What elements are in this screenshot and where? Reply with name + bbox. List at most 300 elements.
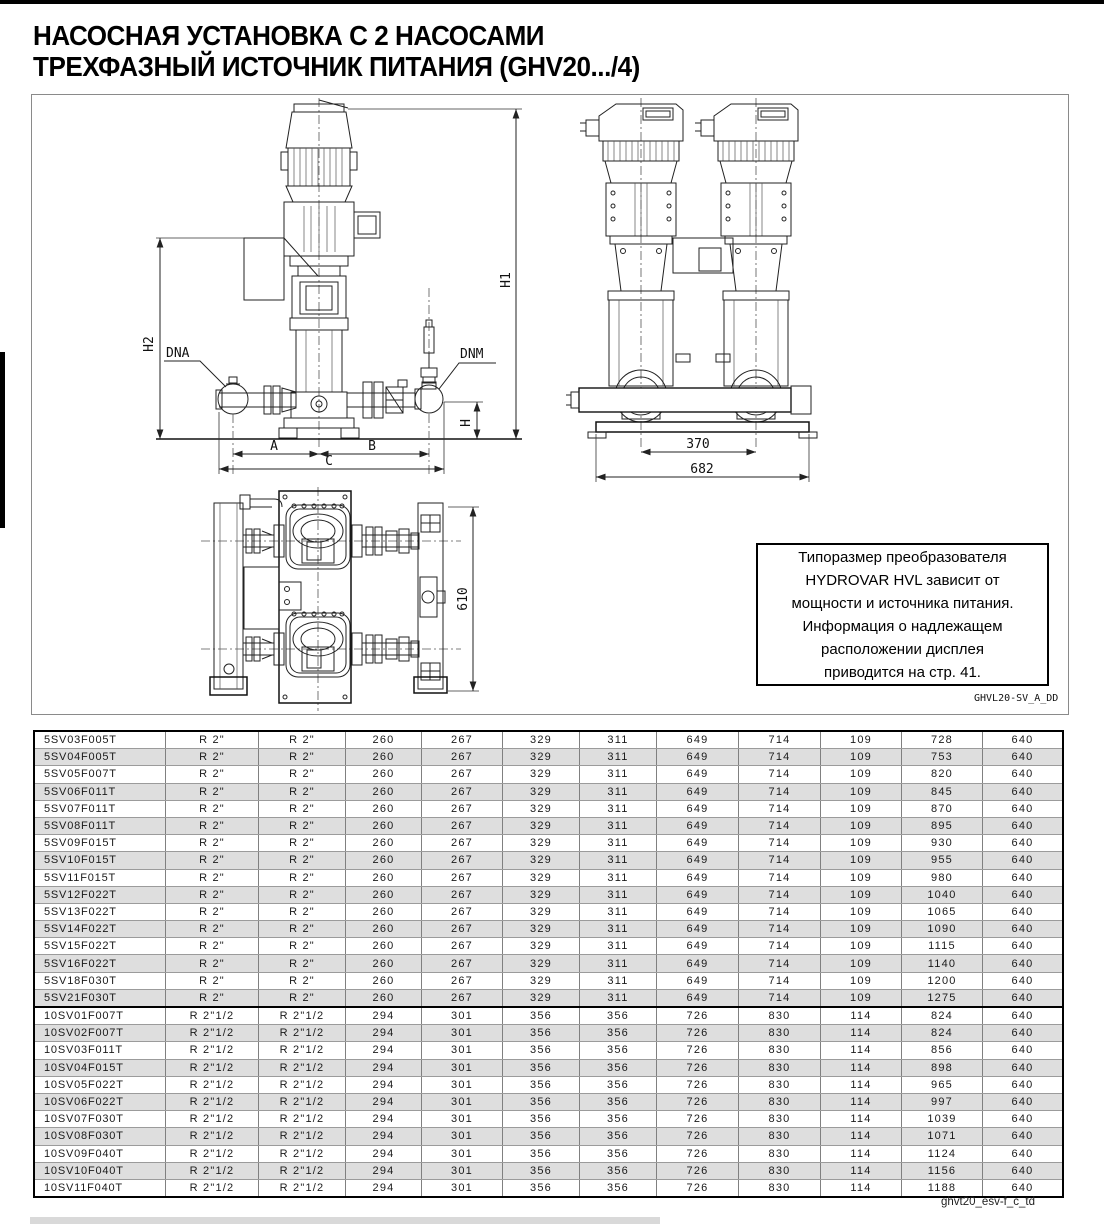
table-cell: 267 <box>422 938 503 954</box>
table-cell: R 2" <box>166 784 259 800</box>
table-cell: 329 <box>503 801 580 817</box>
table-cell: R 2"1/2 <box>166 1180 259 1196</box>
table-cell: R 2" <box>166 852 259 868</box>
table-cell: 1275 <box>902 990 983 1006</box>
table-cell: 311 <box>580 973 657 989</box>
table-cell: 267 <box>422 870 503 886</box>
table-cell: 301 <box>422 1094 503 1110</box>
table-row <box>35 1128 1062 1145</box>
table-cell: 714 <box>739 870 821 886</box>
table-cell: R 2"1/2 <box>259 1094 346 1110</box>
table-cell: 640 <box>1011 1147 1034 1160</box>
table-cell: 714 <box>739 904 821 920</box>
table-row <box>35 801 1062 818</box>
dim-label-h1: H1 <box>499 272 514 288</box>
dim-label-a: A <box>270 439 278 454</box>
table-cell: 109 <box>821 732 902 748</box>
table-cell: 5SV11F015T <box>35 870 166 886</box>
table-cell: 301 <box>422 1146 503 1162</box>
table-cell: 356 <box>580 1042 657 1058</box>
table-cell: 714 <box>739 887 821 903</box>
table-cell: 114 <box>821 1111 902 1127</box>
table-cell: 726 <box>657 1077 739 1093</box>
table-cell: 640 <box>1011 785 1034 798</box>
table-row <box>35 1146 1062 1163</box>
table-cell: 10SV03F011T <box>35 1042 166 1058</box>
table-cell: 329 <box>503 904 580 920</box>
table-row <box>35 852 1062 869</box>
table-cell: 649 <box>657 938 739 954</box>
table-cell: 301 <box>422 1077 503 1093</box>
table-cell: 260 <box>346 904 422 920</box>
table-cell: R 2" <box>166 955 259 971</box>
table-cell: 114 <box>821 1042 902 1058</box>
table-cell: 640 <box>1011 905 1034 918</box>
table-cell: 311 <box>580 904 657 920</box>
table-row <box>35 955 1062 972</box>
table-cell: R 2"1/2 <box>259 1128 346 1144</box>
table-cell: 311 <box>580 887 657 903</box>
table-cell: R 2" <box>259 784 346 800</box>
table-cell: 260 <box>346 921 422 937</box>
table-cell: R 2"1/2 <box>259 1077 346 1093</box>
next-section-cutoff-bar <box>30 1217 660 1224</box>
table-cell: 726 <box>657 1094 739 1110</box>
table-cell: 726 <box>657 1042 739 1058</box>
table-cell: 294 <box>346 1146 422 1162</box>
table-cell: R 2" <box>166 990 259 1006</box>
table-cell: 294 <box>346 1077 422 1093</box>
table-cell: 753 <box>902 749 983 765</box>
table-cell: 114 <box>821 1163 902 1179</box>
table-cell: R 2" <box>166 835 259 851</box>
table-cell: 726 <box>657 1008 739 1024</box>
table-cell: R 2"1/2 <box>166 1008 259 1024</box>
table-cell: 5SV21F030T <box>35 990 166 1006</box>
table-cell: 114 <box>821 1008 902 1024</box>
table-cell: 640 <box>1011 1078 1034 1091</box>
table-cell: 329 <box>503 870 580 886</box>
table-cell: 5SV18F030T <box>35 973 166 989</box>
table-cell: 1156 <box>902 1163 983 1179</box>
table-row <box>35 818 1062 835</box>
table-cell: R 2" <box>259 904 346 920</box>
table-row <box>35 784 1062 801</box>
table-cell: 329 <box>503 921 580 937</box>
table-cell: 1090 <box>902 921 983 937</box>
table-cell: 640 <box>1011 751 1034 764</box>
table-cell: 356 <box>503 1146 580 1162</box>
table-cell: 830 <box>739 1094 821 1110</box>
page-title-line1: НАСОСНАЯ УСТАНОВКА С 2 НАСОСАМИ <box>33 20 545 51</box>
table-cell: R 2" <box>259 852 346 868</box>
table-cell: 728 <box>902 732 983 748</box>
table-cell: 267 <box>422 835 503 851</box>
table-cell: 267 <box>422 784 503 800</box>
table-cell: 311 <box>580 835 657 851</box>
table-cell: R 2" <box>166 766 259 782</box>
table-cell: R 2"1/2 <box>166 1060 259 1076</box>
table-cell: 356 <box>580 1008 657 1024</box>
table-cell: 294 <box>346 1042 422 1058</box>
table-cell: 898 <box>902 1060 983 1076</box>
table-cell: R 2"1/2 <box>259 1008 346 1024</box>
table-cell: 109 <box>821 835 902 851</box>
table-cell: 301 <box>422 1025 503 1041</box>
table-cell: 311 <box>580 784 657 800</box>
table-cell: 114 <box>821 1094 902 1110</box>
table-cell: R 2" <box>259 973 346 989</box>
table-row <box>35 749 1062 766</box>
table-cell: 109 <box>821 749 902 765</box>
dim-label-c: C <box>325 454 333 469</box>
table-cell: 640 <box>1011 940 1034 953</box>
table-cell: 260 <box>346 835 422 851</box>
table-cell: 301 <box>422 1060 503 1076</box>
table-cell: 356 <box>503 1008 580 1024</box>
table-cell: R 2"1/2 <box>259 1180 346 1196</box>
table-cell: 267 <box>422 852 503 868</box>
table-cell: 640 <box>1011 734 1034 747</box>
table-cell: 260 <box>346 818 422 834</box>
table-cell: 329 <box>503 835 580 851</box>
table-cell: 109 <box>821 784 902 800</box>
table-cell: 856 <box>902 1042 983 1058</box>
table-cell: 649 <box>657 852 739 868</box>
table-cell: R 2" <box>259 801 346 817</box>
table-row <box>35 887 1062 904</box>
table-cell: R 2" <box>166 818 259 834</box>
table-cell: 649 <box>657 870 739 886</box>
table-cell: R 2"1/2 <box>166 1077 259 1093</box>
table-cell: 640 <box>1011 871 1034 884</box>
table-cell: 109 <box>821 904 902 920</box>
table-cell: 109 <box>821 955 902 971</box>
table-cell: 649 <box>657 973 739 989</box>
table-cell: 5SV08F011T <box>35 818 166 834</box>
table-cell: 294 <box>346 1008 422 1024</box>
table-cell: R 2" <box>259 955 346 971</box>
table-cell: 311 <box>580 732 657 748</box>
table-cell: 356 <box>503 1042 580 1058</box>
table-cell: 649 <box>657 749 739 765</box>
table-cell: 260 <box>346 887 422 903</box>
table-cell: 109 <box>821 973 902 989</box>
table-cell: 5SV10F015T <box>35 852 166 868</box>
table-cell: 5SV15F022T <box>35 938 166 954</box>
table-cell: 311 <box>580 801 657 817</box>
table-cell: 329 <box>503 887 580 903</box>
table-cell: 845 <box>902 784 983 800</box>
table-cell: 640 <box>1011 802 1034 815</box>
table-cell: 294 <box>346 1060 422 1076</box>
table-cell: 649 <box>657 955 739 971</box>
table-cell: 329 <box>503 784 580 800</box>
table-cell: 649 <box>657 784 739 800</box>
table-cell: 649 <box>657 904 739 920</box>
table-cell: 356 <box>580 1077 657 1093</box>
table-cell: 301 <box>422 1163 503 1179</box>
table-cell: 640 <box>1011 1181 1034 1194</box>
table-row <box>35 732 1062 749</box>
table-cell: 714 <box>739 852 821 868</box>
table-cell: 10SV10F040T <box>35 1163 166 1179</box>
dim-label-b: B <box>368 439 376 454</box>
table-cell: 356 <box>580 1060 657 1076</box>
dim-label-h2: H2 <box>142 336 157 352</box>
table-cell: 329 <box>503 766 580 782</box>
table-cell: R 2" <box>259 870 346 886</box>
table-cell: 10SV04F015T <box>35 1060 166 1076</box>
table-cell: 714 <box>739 766 821 782</box>
table-cell: 640 <box>1011 768 1034 781</box>
table-row <box>35 870 1062 887</box>
note-line: мощности и источника питания. <box>791 594 1014 612</box>
table-cell: 640 <box>1011 974 1034 987</box>
drawing-frame <box>31 94 1069 715</box>
table-row <box>35 1060 1062 1077</box>
table-cell: 329 <box>503 973 580 989</box>
table-cell: 356 <box>503 1128 580 1144</box>
table-cell: 726 <box>657 1128 739 1144</box>
table-cell: 356 <box>503 1180 580 1196</box>
table-cell: R 2"1/2 <box>166 1025 259 1041</box>
table-cell: 301 <box>422 1128 503 1144</box>
table-cell: 649 <box>657 835 739 851</box>
table-cell: 5SV03F005T <box>35 732 166 748</box>
table-cell: 311 <box>580 749 657 765</box>
table-cell: 930 <box>902 835 983 851</box>
table-cell: 726 <box>657 1025 739 1041</box>
table-cell: 1065 <box>902 904 983 920</box>
table-cell: 109 <box>821 766 902 782</box>
note-line: расположении дисплея <box>821 640 984 658</box>
table-cell: 870 <box>902 801 983 817</box>
table-cell: 726 <box>657 1163 739 1179</box>
table-cell: 649 <box>657 818 739 834</box>
dim-label-dnm: DNM <box>460 347 484 362</box>
front-view-drawing <box>136 96 556 486</box>
table-cell: R 2" <box>259 835 346 851</box>
table-cell: 260 <box>346 955 422 971</box>
table-cell: R 2" <box>166 973 259 989</box>
side-view-drawing <box>566 96 886 486</box>
table-cell: 5SV05F007T <box>35 766 166 782</box>
table-cell: R 2" <box>259 990 346 1006</box>
table-cell: 356 <box>580 1163 657 1179</box>
table-cell: 260 <box>346 973 422 989</box>
table-cell: 267 <box>422 766 503 782</box>
table-cell: R 2" <box>166 921 259 937</box>
table-cell: 640 <box>1011 1044 1034 1057</box>
drawing-code: GHVL20-SV_A_DD <box>974 693 1059 704</box>
table-cell: 114 <box>821 1146 902 1162</box>
table-cell: 311 <box>580 870 657 886</box>
table-cell: 294 <box>346 1111 422 1127</box>
table-cell: 714 <box>739 818 821 834</box>
table-cell: R 2"1/2 <box>166 1128 259 1144</box>
table-cell: 329 <box>503 990 580 1006</box>
dimension-table <box>33 730 1064 1198</box>
section-edge-tab <box>0 352 5 528</box>
table-cell: 649 <box>657 801 739 817</box>
table-cell: R 2"1/2 <box>259 1042 346 1058</box>
table-cell: 714 <box>739 938 821 954</box>
table-cell: R 2"1/2 <box>259 1163 346 1179</box>
table-row <box>35 921 1062 938</box>
table-cell: 714 <box>739 973 821 989</box>
table-cell: 109 <box>821 852 902 868</box>
table-cell: 820 <box>902 766 983 782</box>
table-cell: 5SV12F022T <box>35 887 166 903</box>
table-cell: 114 <box>821 1180 902 1196</box>
table-cell: 114 <box>821 1128 902 1144</box>
table-cell: 260 <box>346 990 422 1006</box>
table-cell: 640 <box>1011 854 1034 867</box>
table-cell: 5SV14F022T <box>35 921 166 937</box>
table-cell: 267 <box>422 955 503 971</box>
table-cell: 824 <box>902 1008 983 1024</box>
table-cell: R 2" <box>166 887 259 903</box>
table-row <box>35 990 1062 1006</box>
table-cell: 294 <box>346 1180 422 1196</box>
table-cell: 649 <box>657 921 739 937</box>
page-title <box>33 20 640 82</box>
table-cell: 260 <box>346 801 422 817</box>
table-cell: 356 <box>580 1025 657 1041</box>
table-cell: 311 <box>580 921 657 937</box>
table-cell: 640 <box>1011 1113 1034 1126</box>
table-row <box>35 766 1062 783</box>
table-cell: 260 <box>346 732 422 748</box>
table-cell: 356 <box>580 1094 657 1110</box>
table-cell: 294 <box>346 1025 422 1041</box>
table-cell: R 2" <box>166 870 259 886</box>
table-cell: 714 <box>739 784 821 800</box>
table-cell: 356 <box>503 1163 580 1179</box>
table-cell: 1040 <box>902 887 983 903</box>
table-cell: 356 <box>503 1094 580 1110</box>
table-cell: 5SV13F022T <box>35 904 166 920</box>
table-cell: 830 <box>739 1060 821 1076</box>
table-row <box>35 904 1062 921</box>
table-cell: 114 <box>821 1025 902 1041</box>
table-cell: 5SV07F011T <box>35 801 166 817</box>
table-cell: 5SV09F015T <box>35 835 166 851</box>
table-cell: 5SV06F011T <box>35 784 166 800</box>
top-edge-bar <box>0 0 1104 4</box>
table-cell: 649 <box>657 990 739 1006</box>
note-line: HYDROVAR HVL зависит от <box>805 571 1000 589</box>
table-cell: 301 <box>422 1042 503 1058</box>
table-cell: 356 <box>580 1128 657 1144</box>
table-cell: 294 <box>346 1163 422 1179</box>
table-cell: 356 <box>503 1060 580 1076</box>
table-cell: R 2" <box>166 938 259 954</box>
table-cell: 649 <box>657 766 739 782</box>
table-cell: 830 <box>739 1111 821 1127</box>
table-cell: 1071 <box>902 1128 983 1144</box>
table-cell: 955 <box>902 852 983 868</box>
table-cell: 1115 <box>902 938 983 954</box>
footer-code: ghvt20_esv-f_c_td <box>941 1196 1035 1208</box>
table-cell: 10SV07F030T <box>35 1111 166 1127</box>
table-cell: 5SV16F022T <box>35 955 166 971</box>
table-cell: 1124 <box>902 1146 983 1162</box>
note-line: Информация о надлежащем <box>802 617 1003 635</box>
table-cell: 260 <box>346 784 422 800</box>
table-cell: 640 <box>1011 991 1034 1004</box>
table-cell: 1188 <box>902 1180 983 1196</box>
table-cell: 109 <box>821 818 902 834</box>
table-cell: 301 <box>422 1008 503 1024</box>
table-cell: 714 <box>739 749 821 765</box>
table-cell: 109 <box>821 870 902 886</box>
table-cell: 356 <box>580 1111 657 1127</box>
dim-label-h: H <box>459 419 474 427</box>
table-cell: 640 <box>1011 923 1034 936</box>
table-cell: 640 <box>1011 888 1034 901</box>
table-cell: 726 <box>657 1060 739 1076</box>
table-cell: 714 <box>739 835 821 851</box>
table-cell: 311 <box>580 938 657 954</box>
table-row <box>35 938 1062 955</box>
table-cell: 714 <box>739 990 821 1006</box>
table-row <box>35 1006 1062 1025</box>
table-row <box>35 1180 1062 1196</box>
table-cell: 714 <box>739 921 821 937</box>
table-cell: 114 <box>821 1060 902 1076</box>
table-cell: R 2" <box>166 801 259 817</box>
table-row <box>35 835 1062 852</box>
table-cell: 267 <box>422 904 503 920</box>
table-cell: R 2" <box>259 766 346 782</box>
dim-label-610: 610 <box>456 587 471 611</box>
table-cell: 649 <box>657 887 739 903</box>
table-cell: R 2"1/2 <box>166 1042 259 1058</box>
table-cell: 329 <box>503 818 580 834</box>
table-row <box>35 1025 1062 1042</box>
table-cell: 640 <box>1011 820 1034 833</box>
table-row <box>35 1163 1062 1180</box>
table-cell: 10SV11F040T <box>35 1180 166 1196</box>
table-cell: 294 <box>346 1094 422 1110</box>
table-cell: 114 <box>821 1077 902 1093</box>
table-cell: 830 <box>739 1163 821 1179</box>
table-cell: 10SV08F030T <box>35 1128 166 1144</box>
table-cell: R 2" <box>166 749 259 765</box>
table-cell: 267 <box>422 887 503 903</box>
table-cell: 997 <box>902 1094 983 1110</box>
table-cell: 1039 <box>902 1111 983 1127</box>
table-cell: 10SV02F007T <box>35 1025 166 1041</box>
table-cell: 640 <box>1011 1096 1034 1109</box>
table-cell: 830 <box>739 1025 821 1041</box>
table-cell: 714 <box>739 801 821 817</box>
table-cell: 267 <box>422 801 503 817</box>
table-cell: 329 <box>503 732 580 748</box>
table-cell: 830 <box>739 1008 821 1024</box>
table-cell: 109 <box>821 990 902 1006</box>
table-cell: 895 <box>902 818 983 834</box>
table-cell: R 2" <box>259 818 346 834</box>
table-cell: 329 <box>503 852 580 868</box>
table-cell: R 2"1/2 <box>166 1094 259 1110</box>
table-cell: 640 <box>1011 1061 1034 1074</box>
table-cell: 830 <box>739 1077 821 1093</box>
table-cell: 714 <box>739 732 821 748</box>
table-cell: 109 <box>821 801 902 817</box>
